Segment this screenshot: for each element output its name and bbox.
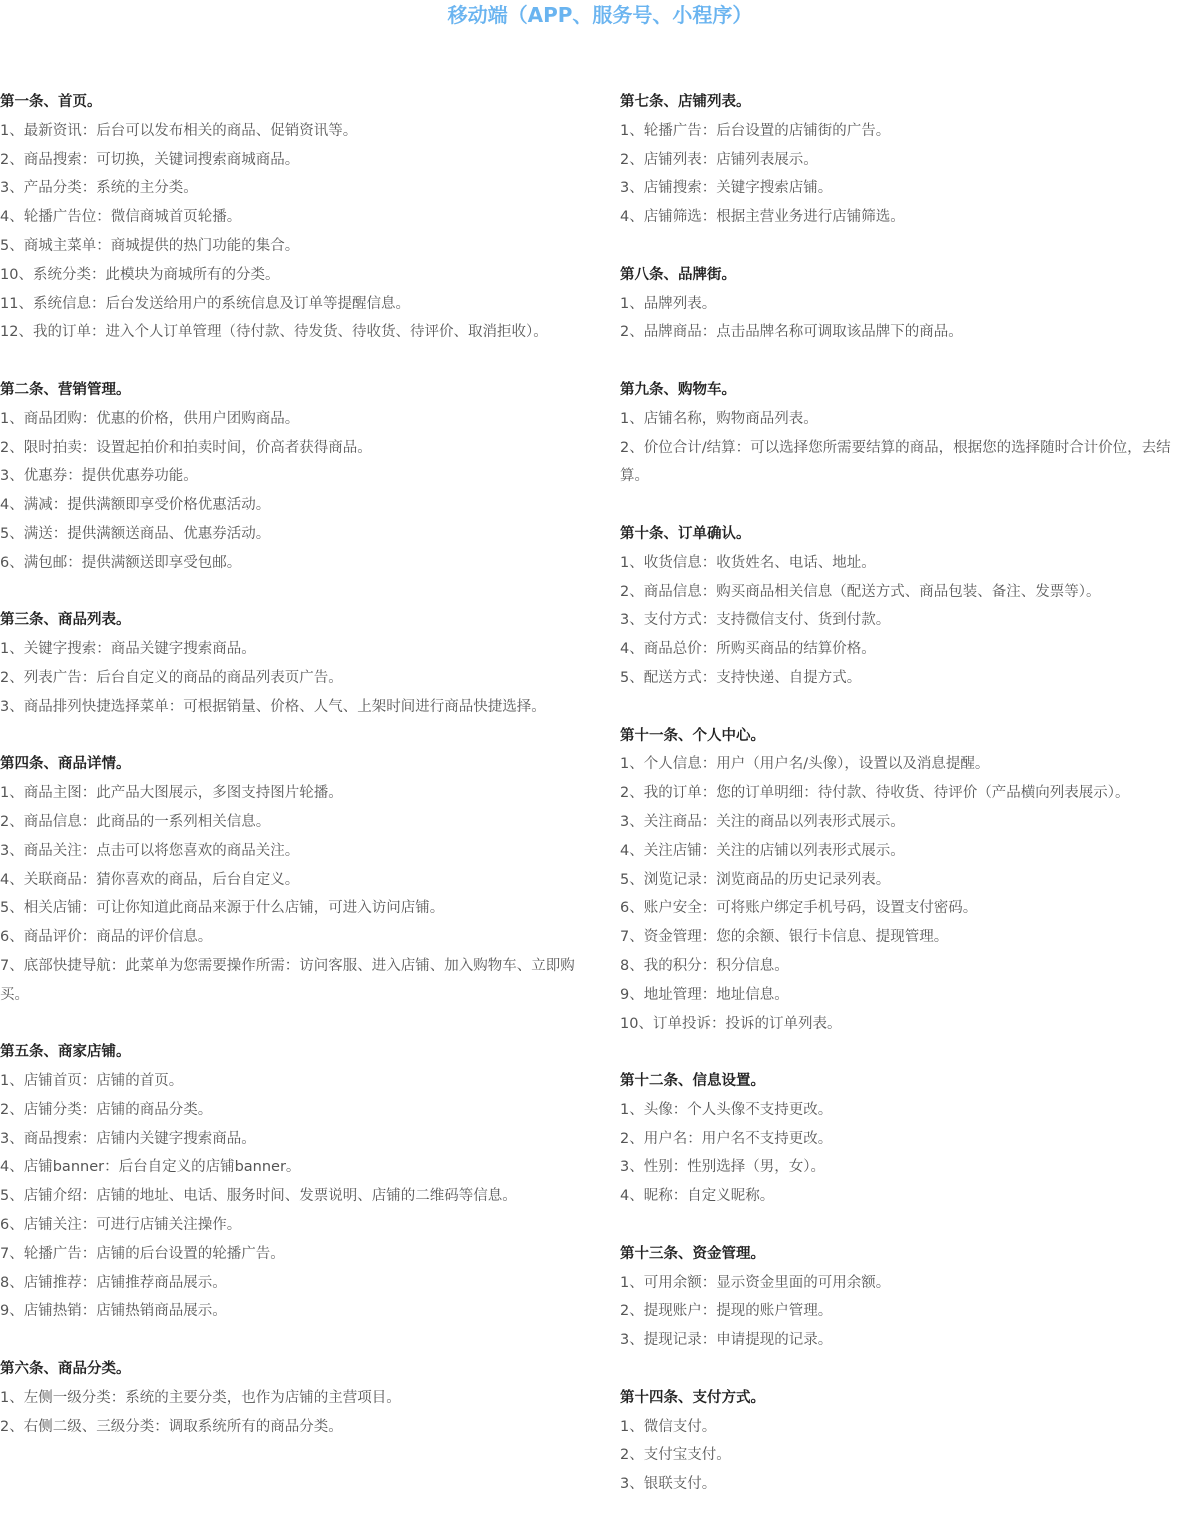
list-item: 1、商品团购：优惠的价格，供用户团购商品。 [0, 410, 300, 427]
section [0, 750, 575, 1009]
list-item: 2、用户名：用户名不支持更改。 [620, 1130, 833, 1147]
list-item: 7、资金管理：您的余额、银行卡信息、提现管理。 [620, 929, 949, 946]
section [620, 88, 1195, 232]
list-item: 1、收货信息：收货姓名、电话、地址。 [620, 554, 876, 571]
list-item: 5、相关店铺：可让你知道此商品来源于什么店铺，可进入访问店铺。 [0, 900, 445, 917]
section [620, 520, 1195, 693]
list-item: 2、支付宝支付。 [620, 1447, 731, 1464]
left-column [0, 88, 575, 1470]
section [0, 1038, 575, 1326]
list-item: 3、关注商品：关注的商品以列表形式展示。 [620, 813, 905, 830]
section [0, 88, 575, 347]
section-title: 第二条、营销管理。 [0, 381, 131, 398]
list-item: 2、提现账户：提现的账户管理。 [620, 1303, 833, 1320]
list-item: 1、左侧一级分类：系统的主要分类，也作为店铺的主营项目。 [0, 1389, 401, 1406]
list-item: 2、我的订单：您的订单明细：待付款、待收货、待评价（产品横向列表展示）。 [620, 785, 1130, 802]
section-title: 第九条、购物车。 [620, 381, 736, 398]
section-title: 第七条、店铺列表。 [620, 94, 751, 110]
list-item: 3、银联支付。 [620, 1476, 717, 1493]
section-title: 第十一条、个人中心。 [620, 727, 765, 744]
list-item: 1、头像：个人头像不支持更改。 [620, 1101, 833, 1118]
section-title: 第三条、商品列表。 [0, 612, 131, 629]
section-title: 第十四条、支付方式。 [620, 1389, 765, 1406]
list-item: 3、提现记录：申请提现的记录。 [620, 1332, 833, 1349]
list-item: 2、价位合计/结算：可以选择您所需要结算的商品，根据您的选择随时合计价位，去结算。 [620, 439, 1171, 485]
list-item: 3、优惠券：提供优惠券功能。 [0, 468, 198, 485]
list-item: 4、店铺筛选：根据主营业务进行店铺筛选。 [620, 209, 905, 226]
list-item: 2、限时拍卖：设置起拍价和拍卖时间，价高者获得商品。 [0, 439, 372, 456]
section [620, 1240, 1195, 1355]
section [620, 722, 1195, 1039]
right-column [620, 88, 1195, 1528]
list-item: 3、商品关注：点击可以将您喜欢的商品关注。 [0, 842, 300, 859]
section-title: 第十三条、资金管理。 [620, 1245, 765, 1262]
list-item: 4、满减：提供满额即享受价格优惠活动。 [0, 497, 271, 514]
section-title: 第十条、订单确认。 [620, 525, 751, 542]
list-item: 3、产品分类：系统的主分类。 [0, 180, 198, 197]
list-item: 6、店铺关注：可进行店铺关注操作。 [0, 1217, 242, 1234]
list-item: 5、配送方式：支持快递、自提方式。 [620, 669, 862, 686]
section [620, 1384, 1195, 1499]
section [620, 376, 1195, 491]
section [620, 261, 1195, 347]
list-item: 1、品牌列表。 [620, 295, 717, 312]
list-item: 7、轮播广告：店铺的后台设置的轮播广告。 [0, 1245, 285, 1262]
list-item: 3、商品搜索：店铺内关键字搜索商品。 [0, 1130, 256, 1147]
list-item: 9、地址管理：地址信息。 [620, 986, 789, 1003]
list-item: 1、个人信息：用户（用户名/头像），设置以及消息提醒。 [620, 756, 990, 773]
list-item: 12、我的订单：进入个人订单管理（待付款、待发货、待收货、待评价、取消拒收）。 [0, 324, 548, 341]
section-title: 第八条、品牌街。 [620, 266, 736, 283]
list-item: 1、轮播广告：后台设置的店铺街的广告。 [620, 122, 891, 139]
list-item: 3、性别：性别选择（男，女）。 [620, 1159, 825, 1176]
list-item: 5、商城主菜单：商城提供的热门功能的集合。 [0, 237, 300, 254]
list-item: 1、关键字搜索：商品关键字搜索商品。 [0, 641, 256, 658]
list-item: 4、昵称：自定义昵称。 [620, 1188, 775, 1205]
list-item: 4、关联商品：猜你喜欢的商品，后台自定义。 [0, 871, 300, 888]
list-item: 3、商品排列快捷选择菜单：可根据销量、价格、人气、上架时间进行商品快捷选择。 [0, 698, 546, 715]
list-item: 1、最新资讯：后台可以发布相关的商品、促销资讯等。 [0, 122, 358, 139]
list-item: 1、微信支付。 [620, 1418, 717, 1435]
list-item: 4、关注店铺：关注的店铺以列表形式展示。 [620, 842, 905, 859]
page-title: 移动端（APP、服务号、小程序） [447, 3, 753, 27]
list-item: 10、订单投诉：投诉的订单列表。 [620, 1015, 842, 1032]
list-item: 5、浏览记录：浏览商品的历史记录列表。 [620, 871, 891, 888]
list-item: 6、商品评价：商品的评价信息。 [0, 929, 213, 946]
list-item: 1、商品主图：此产品大图展示，多图支持图片轮播。 [0, 785, 343, 802]
list-item: 8、我的积分：积分信息。 [620, 957, 789, 974]
section-title: 第十二条、信息设置。 [620, 1073, 765, 1090]
list-item: 2、右侧二级、三级分类：调取系统所有的商品分类。 [0, 1418, 343, 1435]
list-item: 6、满包邮：提供满额送即享受包邮。 [0, 554, 242, 571]
section-title: 第一条、首页。 [0, 94, 102, 110]
list-item: 9、店铺热销：店铺热销商品展示。 [0, 1303, 227, 1320]
list-item: 2、店铺列表：店铺列表展示。 [620, 151, 818, 168]
list-item: 1、店铺首页：店铺的首页。 [0, 1073, 184, 1090]
list-item: 4、轮播广告位：微信商城首页轮播。 [0, 209, 242, 226]
section [0, 376, 575, 578]
list-item: 5、满送：提供满额送商品、优惠券活动。 [0, 525, 271, 542]
list-item: 1、店铺名称，购物商品列表。 [620, 410, 818, 427]
list-item: 6、账户安全：可将账户绑定手机号码，设置支付密码。 [620, 900, 978, 917]
list-item: 2、商品信息：此商品的一系列相关信息。 [0, 813, 271, 830]
section-title: 第五条、商家店铺。 [0, 1044, 131, 1061]
list-item: 2、品牌商品：点击品牌名称可调取该品牌下的商品。 [620, 324, 963, 341]
list-item: 4、商品总价：所购买商品的结算价格。 [620, 641, 876, 658]
list-item: 1、可用余额：显示资金里面的可用余额。 [620, 1274, 891, 1291]
section [620, 1067, 1195, 1211]
list-item: 8、店铺推荐：店铺推荐商品展示。 [0, 1274, 227, 1291]
section-title: 第六条、商品分类。 [0, 1361, 131, 1378]
list-item: 2、列表广告：后台自定义的商品的商品列表页广告。 [0, 669, 343, 686]
list-item: 4、店铺banner：后台自定义的店铺banner。 [0, 1159, 301, 1176]
section-title: 第四条、商品详情。 [0, 756, 131, 773]
list-item: 2、店铺分类：店铺的商品分类。 [0, 1101, 213, 1118]
list-item: 5、店铺介绍：店铺的地址、电话、服务时间、发票说明、店铺的二维码等信息。 [0, 1188, 517, 1205]
list-item: 2、商品信息：购买商品相关信息（配送方式、商品包装、备注、发票等）。 [620, 583, 1101, 600]
list-item: 10、系统分类：此模块为商城所有的分类。 [0, 266, 280, 283]
list-item: 3、店铺搜索：关键字搜索店铺。 [620, 180, 833, 197]
section [0, 606, 575, 721]
list-item: 11、系统信息：后台发送给用户的系统信息及订单等提醒信息。 [0, 295, 410, 312]
list-item: 7、底部快捷导航：此菜单为您需要操作所需：访问客服、进入店铺、加入购物车、立即购买。 [0, 957, 575, 1003]
section [0, 1355, 575, 1441]
list-item: 3、支付方式：支持微信支付、货到付款。 [620, 612, 891, 629]
list-item: 2、商品搜索：可切换，关键词搜索商城商品。 [0, 151, 300, 168]
